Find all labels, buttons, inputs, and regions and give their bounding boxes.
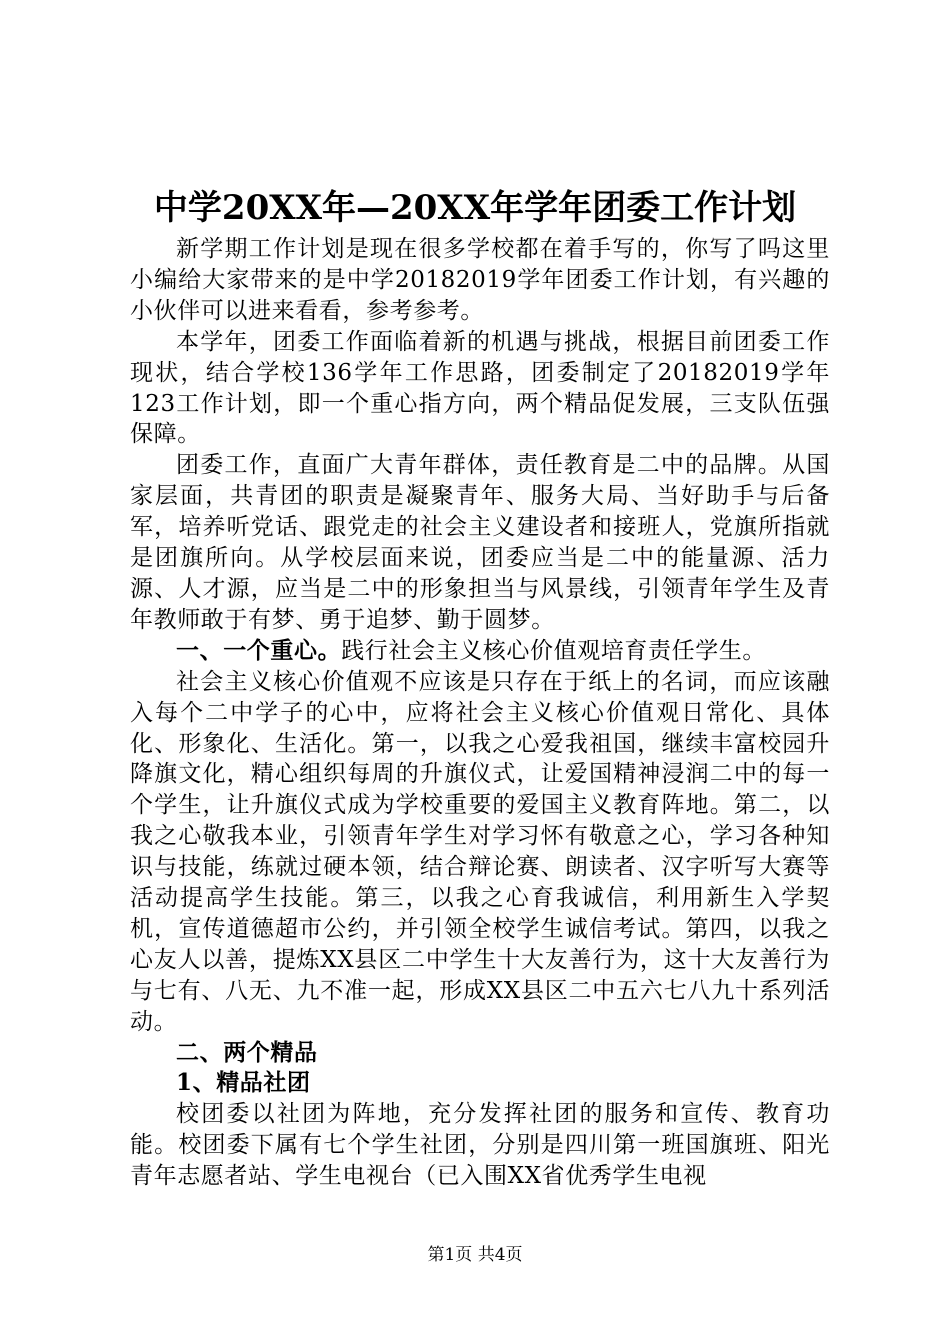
heading-text: 二、两个精品: [176, 1038, 318, 1066]
paragraph-text: 团委工作，直面广大青年群体，责任教育是二中的品牌。从国家层面，共青团的职责是凝聚青年、服务大局、当好助手与后备军，培养听党话、跟党走的社会主义建设者和接班人，党旗所指就是团旗所向。从学校层面来说，团委应当是二中的能量源、活力源、人才源，应当是二中的形象担当与风景线，引领青年学生及青年教师敢于有梦、勇于追梦、勤于圆梦。: [130, 452, 830, 633]
paragraph-clubs: [130, 1099, 830, 1192]
paragraph-core-values: [130, 667, 830, 1038]
document-body: [130, 234, 830, 1192]
heading-text: 一、一个重心。: [176, 636, 342, 664]
page-footer: 第1页 共4页: [427, 1245, 523, 1265]
paragraph-text: 新学期工作计划是现在很多学校都在着手写的，你写了吗这里小编给大家带来的是中学20182019学年团委工作计划，有兴趣的小伙伴可以进来看看，参考参考。: [130, 236, 830, 324]
paragraph-overview: [130, 327, 830, 451]
section-heading-two: [130, 1038, 830, 1069]
heading-tail-text: 践行社会主义核心价值观培育责任学生。: [341, 637, 767, 664]
heading-text: 1、精品社团: [176, 1069, 311, 1097]
paragraph-mission: [130, 450, 830, 635]
paragraph-text: 校团委以社团为阵地，充分发挥社团的服务和宣传、教育功能。校团委下属有七个学生社团，分别是四川第一班国旗班、阳光青年志愿者站、学生电视台（已入围XX省优秀学生电视: [130, 1101, 830, 1190]
subsection-heading: [130, 1068, 830, 1099]
section-heading-one: [130, 636, 830, 667]
paragraph-intro: [130, 234, 830, 327]
paragraph-text: 本学年，团委工作面临着新的机遇与挑战，根据目前团委工作现状，结合学校136学年工作思路，团委制定了20182019学年123工作计划，即一个重心指方向，两个精品促发展，三支队伍强保障。: [130, 328, 830, 448]
paragraph-text: 社会主义核心价值观不应该是只存在于纸上的名词，而应该融入每个二中学子的心中，应将社会主义核心价值观日常化、具体化、形象化、生活化。第一，以我之心爱我祖国，继续丰富校园升降旗文化，精心组织每周的升旗仪式，让爱国精神浸润二中的每一个学生，让升旗仪式成为学校重要的爱国主义教育阵地。第二，以我之心敬我本业，引领青年学生对学习怀有敬意之心，学习各种知识与技能，练就过硬本领，结合辩论赛、朗读者、汉字听写大赛等活动提高学生技能。第三，以我之心育我诚信，利用新生入学契机，宣传道德超市公约，并引领全校学生诚信考试。第四，以我之心友人以善，提炼XX县区二中学生十大友善行为，这十大友善行为与七有、八无、九不准一起，形成XX县区二中五六七八九十系列活动。: [130, 668, 830, 1035]
document-title: 中学20XX年—20XX年学年团委工作计划: [153, 188, 797, 228]
